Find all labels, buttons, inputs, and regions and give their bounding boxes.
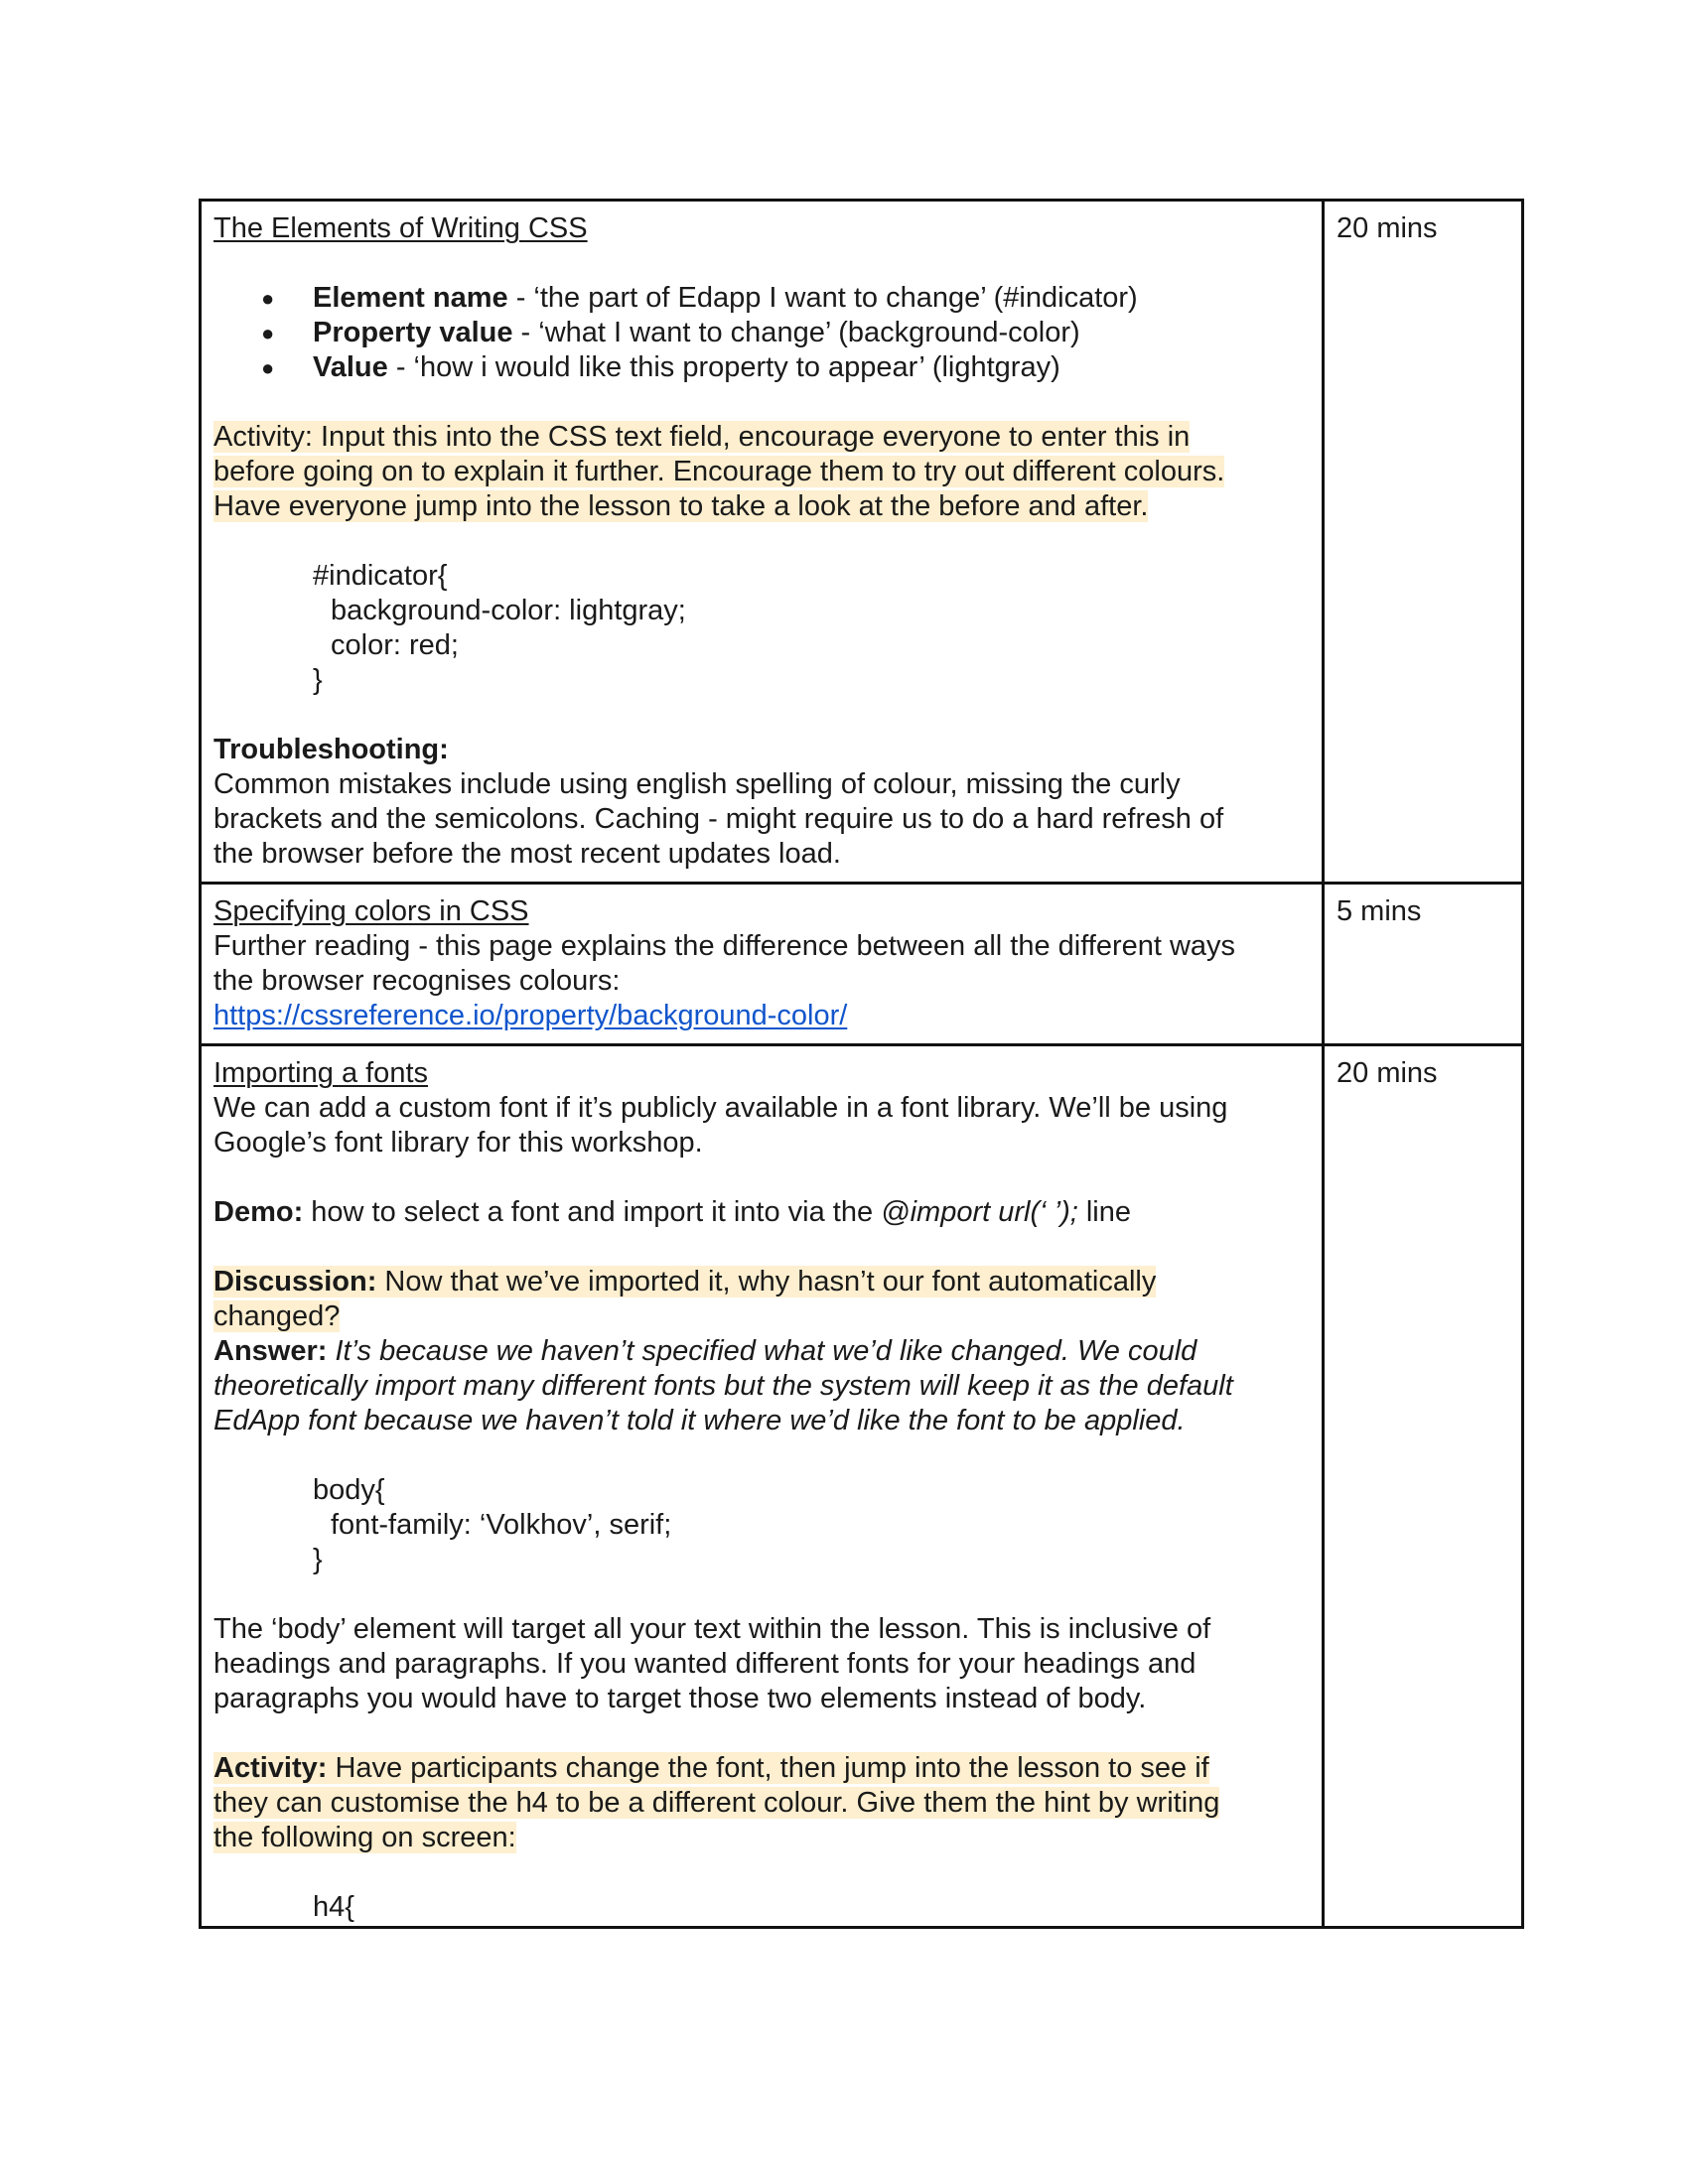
lesson-plan-table — [199, 199, 1524, 1929]
list-item: ● Property value - ‘what I want to change’ (background-color) — [313, 316, 1310, 350]
time-cell: 5 mins — [1324, 884, 1523, 1045]
paragraph: the browser recognises colours: — [213, 965, 621, 997]
activity-note: Activity: Have participants change the font, then jump into the lesson to see if they can customise the h4 to be a different colour. Give them the hint by writing the following on screen: — [213, 1752, 1220, 1853]
activity-note: Activity: Input this into the CSS text field, encourage everyone to enter this in before going on to explain it further. Encourage them to try out different colours. Have everyone jump into the lesson to take a look at the before and after. — [213, 421, 1225, 522]
body-element-note: The ‘body’ element will target all your text within the lesson. This is inclusive of headings and paragraphs. If you wanted different fonts for your headings and paragraphs you would have to target those two elements instead of body. — [213, 1613, 1211, 1714]
answer-note: Answer: It’s because we haven’t specified what we’d like changed. We could theoretically import many different fonts but the system will keep it as the default EdApp font because we haven’t told it where we’d like the font to be applied. — [213, 1335, 1233, 1436]
time-cell: 20 mins — [1324, 1045, 1523, 1928]
troubleshooting-note: Troubleshooting: Common mistakes include using english spelling of colour, missing the curly brackets and the semicolons. Caching - might require us to do a hard refresh of the browser before the most recent updates load. — [213, 734, 1224, 870]
code-snippet-h4: h4{ — [313, 1891, 354, 1923]
table-row — [201, 1045, 1523, 1928]
code-snippet-body: body{ font-family: ‘Volkhov’, serif; } — [313, 1474, 672, 1575]
demo-note: Demo: how to select a font and import it into via the @import url(‘ ’); line — [213, 1196, 1131, 1228]
discussion-note: Discussion: Now that we’ve imported it, why hasn’t our font automatically changed? — [213, 1266, 1157, 1332]
css-reference-link[interactable]: https://cssreference.io/property/background-color/ — [213, 1000, 848, 1031]
section-importing-fonts — [201, 1045, 1324, 1928]
section-specifying-colors — [201, 884, 1324, 1045]
section-heading: Specifying colors in CSS — [213, 895, 529, 927]
bullet-list — [213, 281, 1310, 385]
list-item: ● Element name - ‘the part of Edapp I want to change’ (#indicator) — [313, 281, 1310, 316]
table-row — [201, 884, 1523, 1045]
list-item: ● Value - ‘how i would like this property to appear’ (lightgray) — [313, 350, 1310, 385]
section-heading: The Elements of Writing CSS — [213, 212, 588, 244]
paragraph: Further reading - this page explains the difference between all the different ways — [213, 930, 1236, 962]
table-row — [201, 201, 1523, 884]
intro-paragraph: We can add a custom font if it’s publicly available in a font library. We’ll be using Google’s font library for this workshop. — [213, 1092, 1228, 1159]
code-snippet-indicator: #indicator{ background-color: lightgray; color: red; } — [313, 560, 686, 696]
section-elements-of-css — [201, 201, 1324, 884]
time-cell: 20 mins — [1324, 201, 1523, 884]
section-heading: Importing a fonts — [213, 1057, 428, 1089]
